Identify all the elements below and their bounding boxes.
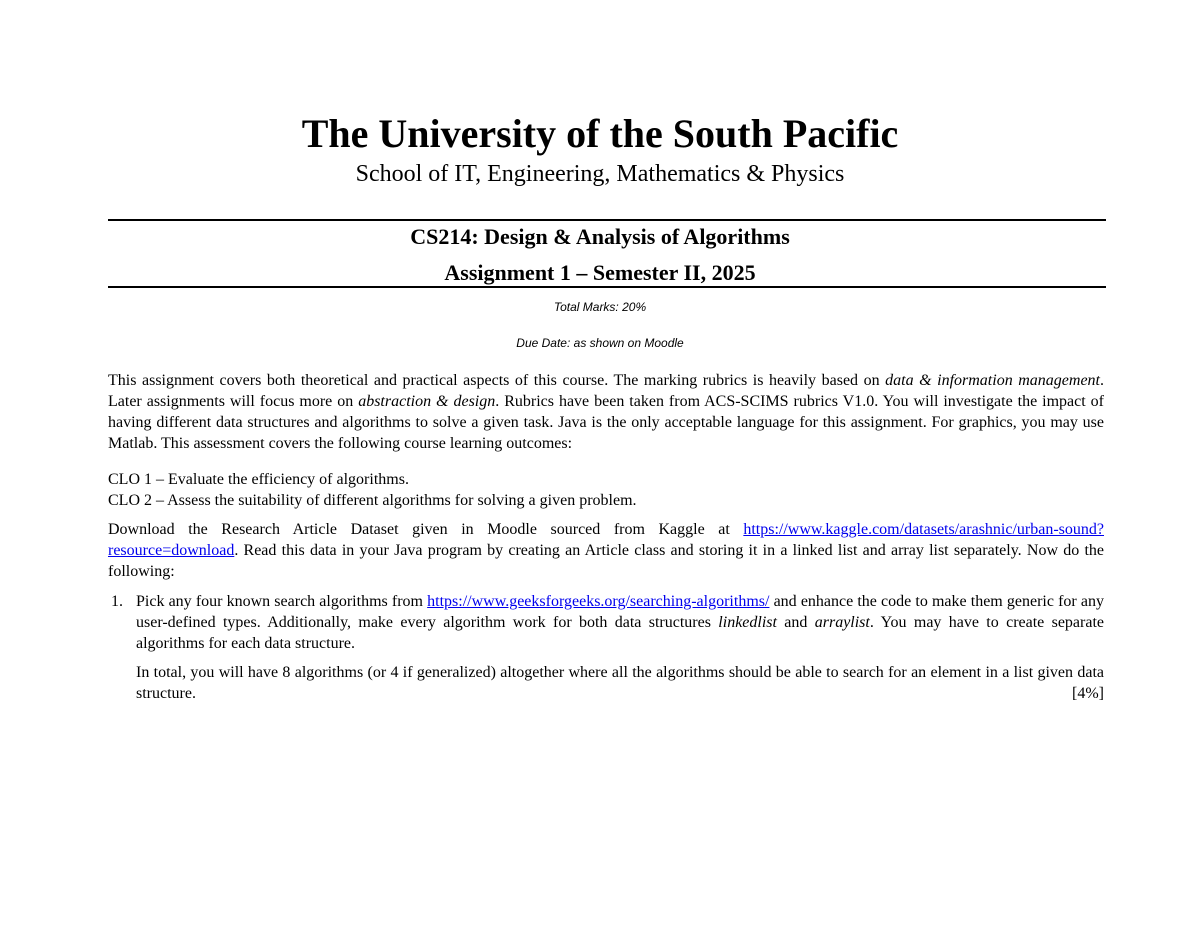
header-rule-top [108,219,1106,221]
task-text-post: . You may have to create separate algorithms for each data structure. [136,614,1105,652]
task-marks: [4%] [1072,685,1104,702]
clo-list [108,469,1104,511]
university-title: The University of the South Pacific [301,111,899,156]
task-text-and: and [776,614,815,631]
download-paragraph [108,519,1104,582]
school-name: School of IT, Engineering, Mathematics & Physics [355,161,845,187]
intro-text-2: . Later assignments will focus more on [108,372,1104,410]
task-number: 1. [111,593,123,610]
task-emphasis-arraylist: arraylist [814,614,870,631]
due-date: Due Date: as shown on Moodle [516,336,684,350]
task-text-para2: In total, you will have 8 algorithms (or 4 if generalized) altogether where all the algorithms should be able to search for an element in a list given data structure. [136,664,1104,702]
task-text-mid: and enhance the code to make them generic for any user-defined types. Additionally, make every algorithm work for both data structures [136,593,1104,631]
task-item [108,591,1104,704]
download-text-post: . Read this data in your Java program by creating an Article class and storing it in a linked list and array list separately. Now do the following: [108,542,1104,580]
total-marks: Total Marks: 20% [553,300,647,314]
task-list [108,591,1104,704]
task-paragraph-2 [136,662,1104,704]
task-text-pre: Pick any four known search algorithms from [136,593,428,610]
intro-emphasis-1: data & information management [885,372,1100,389]
geeksforgeeks-link[interactable]: https://www.geeksforgeeks.org/searching-algorithms/ [427,593,770,610]
clo-item: CLO 2 – Assess the suitability of different algorithms for solving a given problem. [108,492,637,509]
intro-text-1: This assignment covers both theoretical and practical aspects of this course. The marking rubrics is heavily based on [108,372,886,389]
intro-text-3: . Rubrics have been taken from ACS-SCIMS rubrics V1.0. You will investigate the impact of having different data structures and algorithms to solve a given task. Java is the only acceptable language for this assignment. For graphics, you may use Matlab. This assessment covers the following course learning outcomes: [108,393,1104,452]
assignment-title: Assignment 1 – Semester II, 2025 [444,260,756,285]
task-paragraph [136,591,1104,654]
course-title: CS214: Design & Analysis of Algorithms [410,224,790,249]
clo-item: CLO 1 – Evaluate the efficiency of algorithms. [108,471,409,488]
intro-emphasis-2: abstraction & design [358,393,496,410]
download-text-pre: Download the Research Article Dataset given in Moodle sourced from Kaggle at [108,521,744,538]
task-emphasis-linkedlist: linkedlist [718,614,777,631]
header-rule-bottom [108,286,1106,288]
intro-paragraph [108,370,1104,454]
kaggle-dataset-link[interactable]: https://www.kaggle.com/datasets/arashnic/urban-sound?resource=download [108,521,1104,559]
